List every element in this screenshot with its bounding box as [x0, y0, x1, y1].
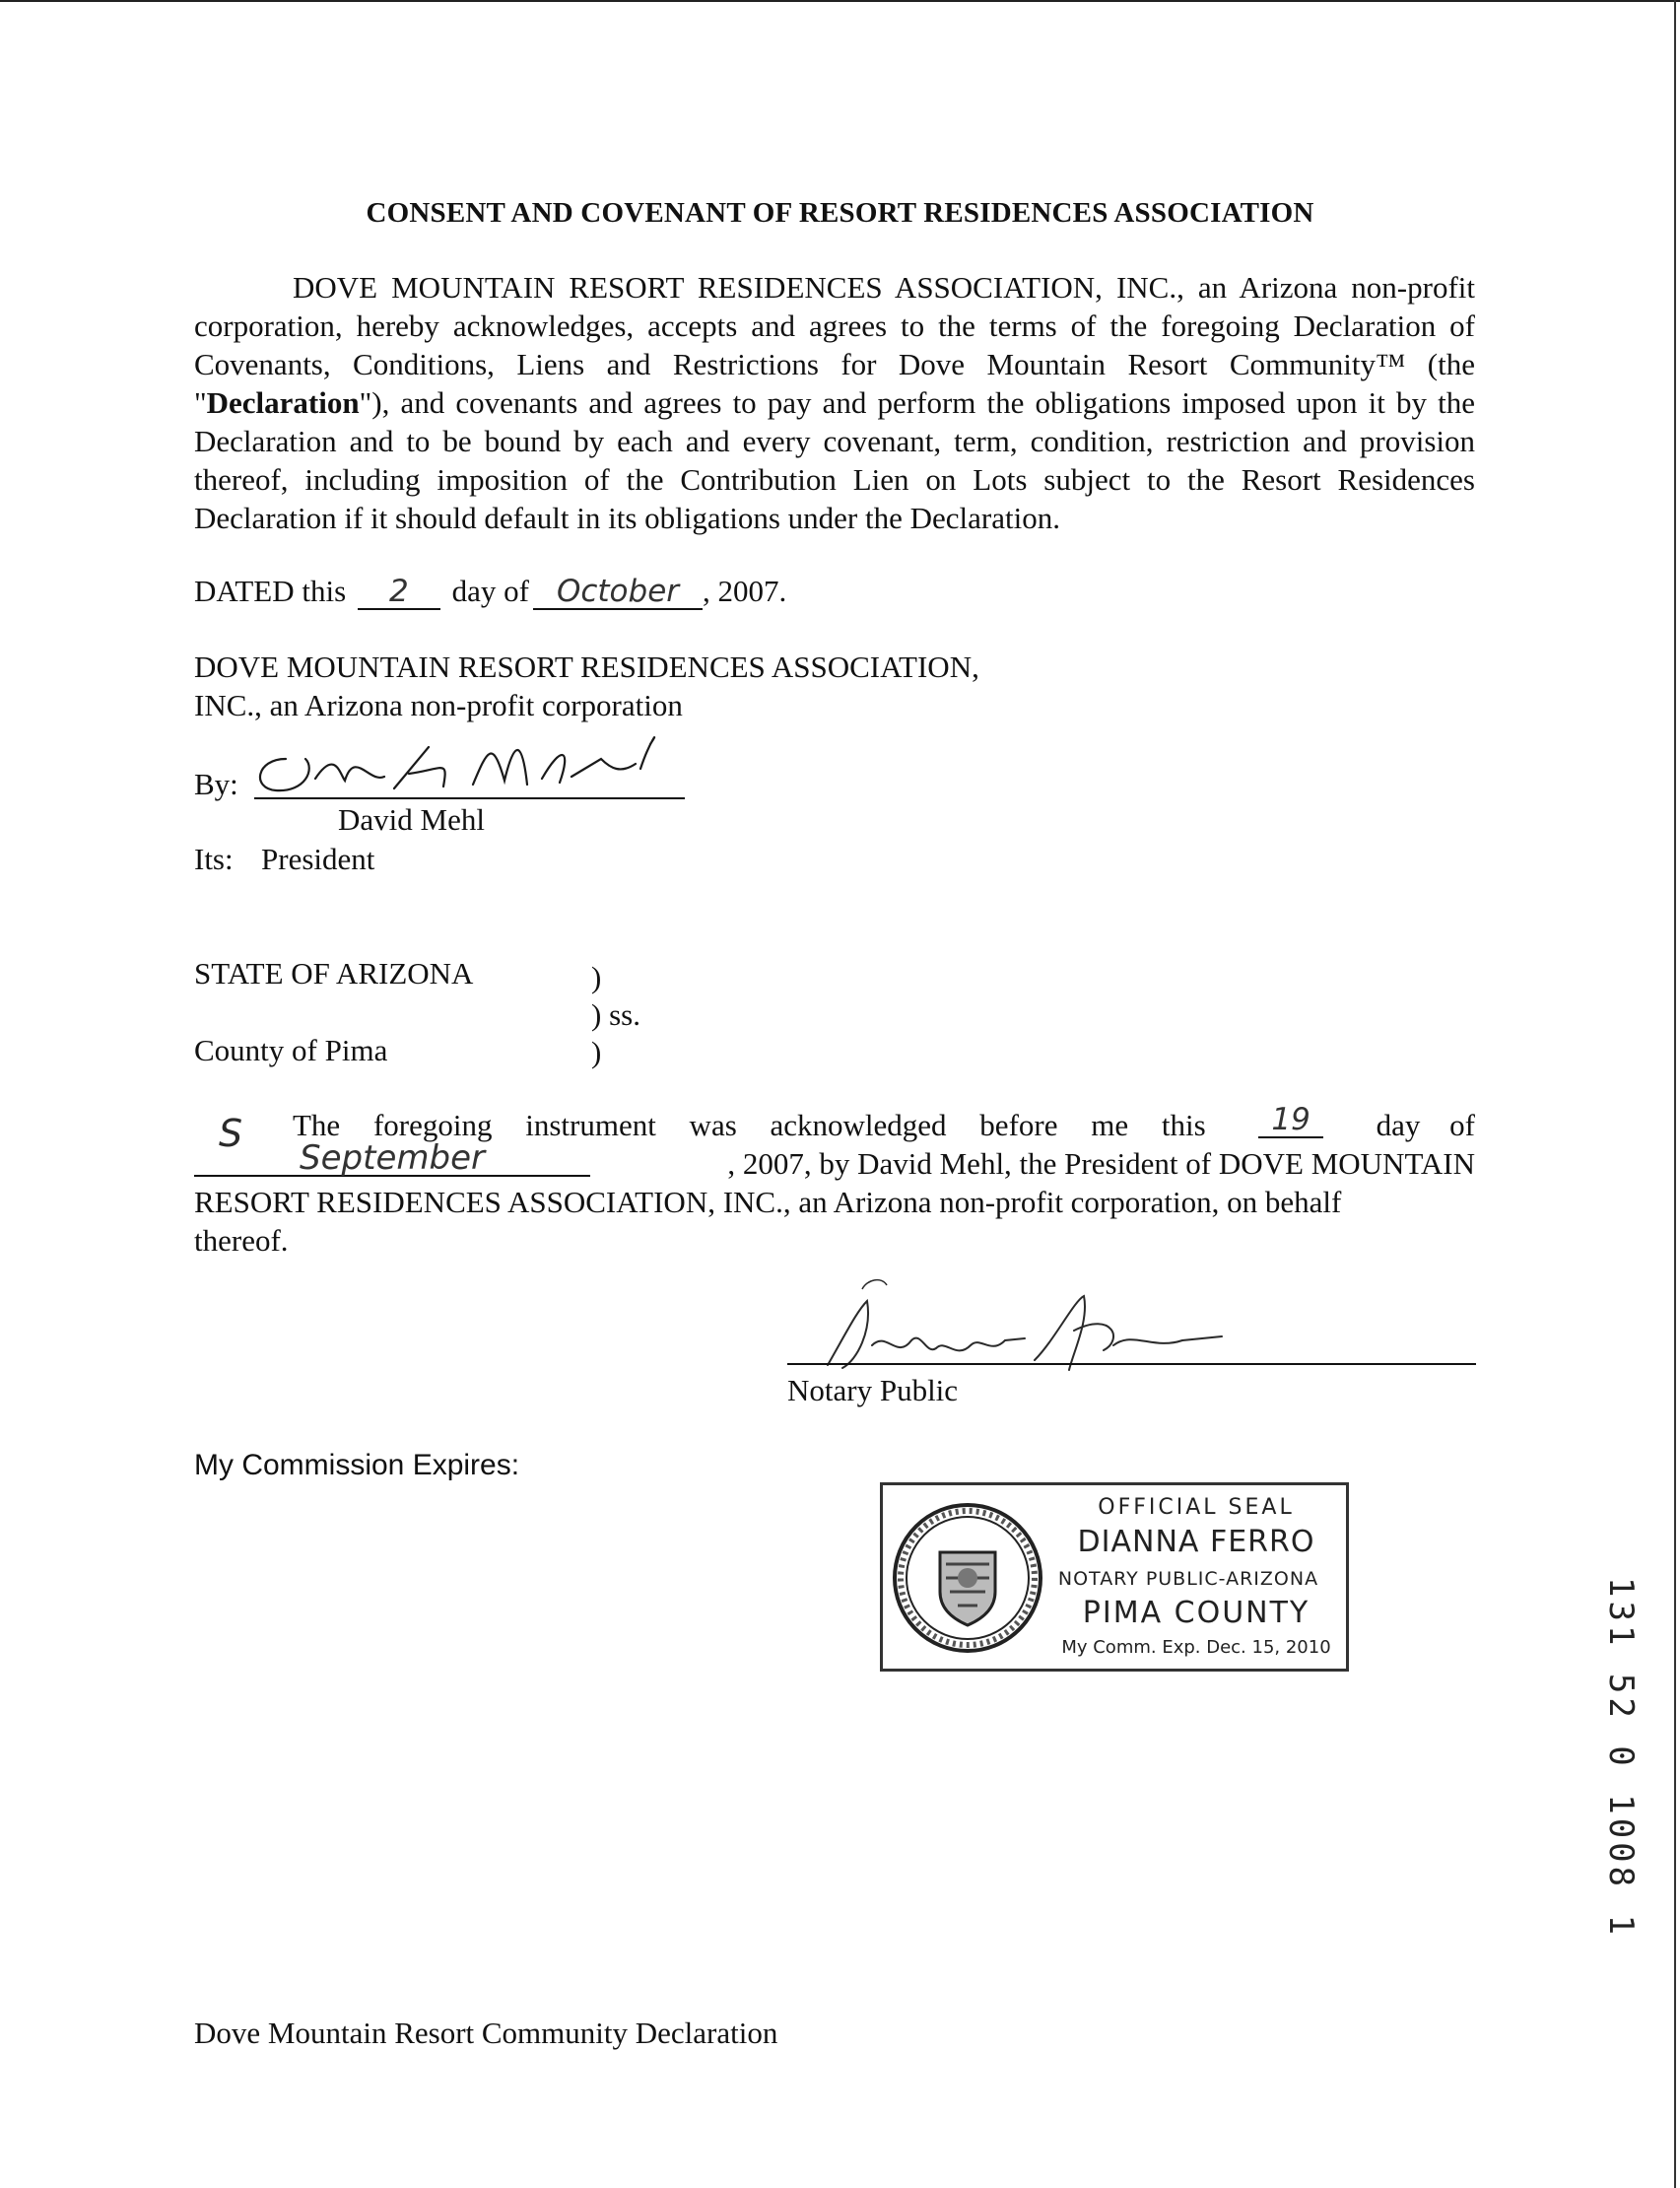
signer-title: President — [261, 842, 375, 876]
handwritten-initial: S — [219, 1112, 243, 1155]
margin-recording-number — [1601, 1577, 1660, 1940]
ack-text-2: day of — [1376, 1108, 1475, 1142]
its-label: Its: — [194, 842, 234, 876]
commission-label: My Commission Expires: — [194, 1449, 520, 1481]
dated-prefix: DATED this — [194, 574, 347, 608]
official-seal-stamp — [880, 1482, 1349, 1672]
seal-line-3: NOTARY PUBLIC-ARIZONA — [1057, 1568, 1319, 1590]
ack-line-4: thereof. — [194, 1223, 289, 1258]
footer-text: Dove Mountain Resort Community Declaration — [194, 2016, 778, 2050]
mehl-signature — [246, 719, 670, 808]
dated-month-field: October — [533, 578, 703, 610]
signer-name: David Mehl — [338, 802, 485, 837]
venue-paren-ss: ) ss. — [591, 997, 640, 1032]
seal-county: PIMA COUNTY — [1082, 1596, 1310, 1630]
seal-line-1: OFFICIAL SEAL — [1098, 1495, 1295, 1520]
venue-paren-bottom: ) — [591, 1035, 602, 1069]
dated-line — [194, 572, 1081, 610]
dated-middle: day of — [451, 574, 529, 608]
ack-month-field: September — [194, 1144, 590, 1177]
state-seal-icon — [891, 1493, 1048, 1663]
ack-line-3: RESORT RESIDENCES ASSOCIATION, INC., an Arizona non-profit corporation, on behalf — [194, 1185, 1342, 1219]
ack-line-2 — [194, 1138, 1475, 1183]
document-title: CONSENT AND COVENANT OF RESORT RESIDENCES ASSOCIATION — [366, 197, 1314, 229]
ack-day-field: 19 — [1258, 1106, 1323, 1138]
association-line1: DOVE MOUNTAIN RESORT RESIDENCES ASSOCIATION, — [194, 650, 979, 684]
consent-text-part1: DOVE MOUNTAIN RESORT RESIDENCES ASSOCIATION, INC., an Arizona non-profit corporation, hereby acknowledges, accepts and agrees to the terms of the foregoing Declaration of Covenants, Conditions, Liens and Restrictions for Dove Mountain Resort Community™ (the " — [194, 270, 1475, 420]
dated-suffix: , 2007. — [702, 574, 787, 608]
consent-paragraph — [194, 268, 1475, 537]
seal-expiration: My Comm. Exp. Dec. 15, 2010 — [1061, 1637, 1331, 1658]
acknowledgment-paragraph — [194, 1102, 1475, 1260]
margin-recording-text: 131 52 0 1008 1 — [1601, 1577, 1641, 1940]
declaration-term: Declaration — [206, 385, 360, 420]
association-name — [194, 648, 1179, 724]
by-label: By: — [194, 767, 238, 801]
seal-name: DIANNA FERRO — [1077, 1525, 1315, 1559]
scan-edge-top — [0, 0, 1680, 2]
venue-state: STATE OF ARIZONA — [194, 956, 474, 991]
scan-edge-right — [1674, 0, 1676, 2188]
notary-signature-line — [787, 1363, 1476, 1365]
venue-county: County of Pima — [194, 1033, 388, 1067]
consent-text — [194, 268, 1475, 537]
by-signature-line — [254, 797, 685, 799]
notary-label: Notary Public — [787, 1373, 959, 1407]
association-line2: INC., an Arizona non-profit corporation — [194, 688, 683, 722]
venue-paren-top: ) — [591, 960, 602, 994]
ack-text-1: The foregoing instrument was acknowledged before me this — [293, 1108, 1206, 1142]
ack-text-3: , 2007, by David Mehl, the President of DOVE MOUNTAIN — [727, 1146, 1475, 1181]
consent-text-part2: "), and covenants and agrees to pay and perform the obligations imposed upon it by the Declaration and to be bound by each and every covenant, term, condition, restriction and provision thereof, including imposition of the Contribution Lien on Lots subject to the Resort Residences Declaration if it should default in its obligations under the Declaration. — [194, 385, 1475, 535]
dated-day-field: 2 — [358, 578, 440, 610]
